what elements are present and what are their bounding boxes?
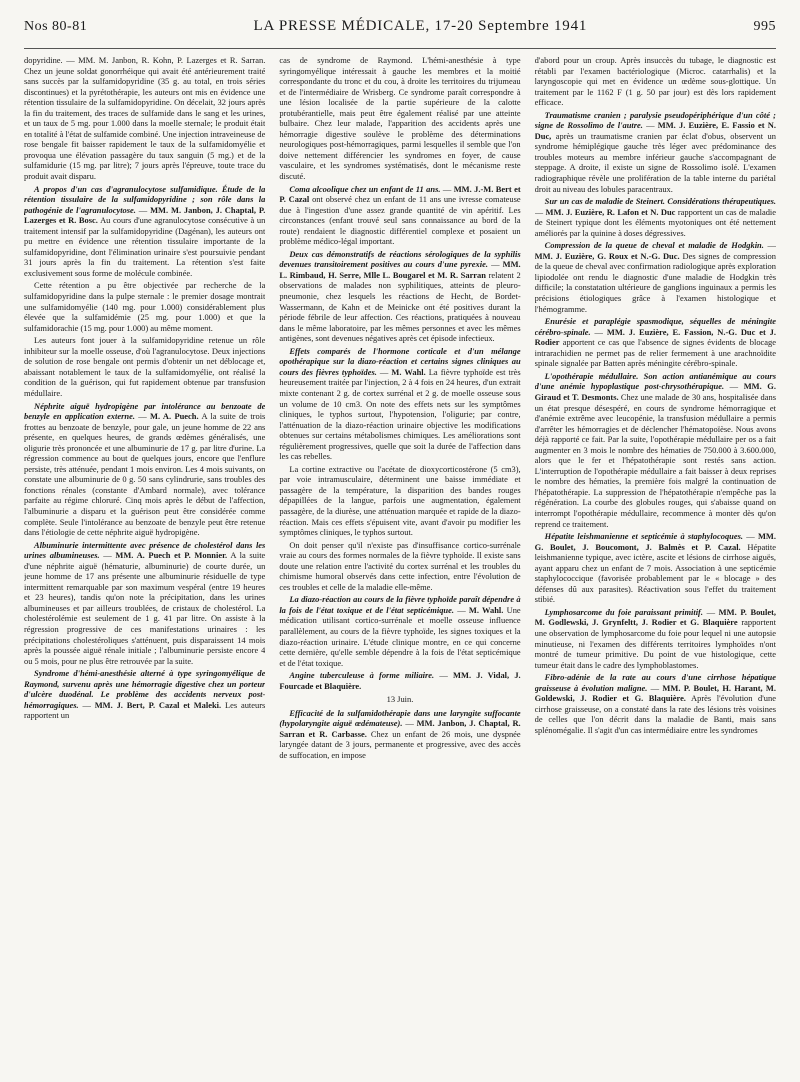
paragraph	[24, 280, 265, 333]
body-text: rapportent une observation de lymphosarcome du foie pour lequel ni une autopsie minutieuse, ni l'examen des différents territoires lymphoïdes n'ont montré de tumeur primitive. Du point de vue histologique, cette tumeur était dans le cadre des lymphoblastomes.	[534, 617, 776, 670]
body-text: Chez une malade de 30 ans, hospitalisée dans un état presque désespéré, en cours de syndrome hémorragique et d'anémie extrême avec leucopénie, la transfusion médullaire a permis d'arrêter les hémorragies et de déclencher l'hématopoïèse. Nous avons déjà rapporté ce fait. Par la suite, l'opothérapie médullaire per os a fait augmenter en 3 mois le nombre des hématies de 750.000 à 3.600.000, alors que le fer et l'hépatothérapie sont restés sans action. L'interruption de l'opothérapie médullaire a fait baisser à deux reprises le nombre des hématies, la première fois malgré la continuation de l'hépatothérapie. La suppression de l'hépatothérapie n'empêche pas la régénération. La courbe des globules rouges, qui s'abaisse quand on interrompt l'opothérapie médullaire, recommence à monter dès qu'on reprend ce traitement.	[534, 391, 776, 529]
article-authors: MM. M. Janbon, J. Chaptal, P. Lazerges et R. Bosc.	[24, 204, 266, 226]
paragraph	[24, 335, 265, 398]
column-1	[24, 55, 265, 1063]
paragraph	[279, 55, 520, 182]
body-text: Les auteurs rapportent un	[24, 699, 266, 721]
body-text: Cette rétention a pu être objectivée par recherche de la sulfamidopyridine dans la pulpe sternale : le premier dosage montrait une sulfamidomyélie (140 mg. pour 1.000) considérablement plus élevée que la sulfamidémie (25 mg. pour 1.000) et que la sulfamidorachie (15 mg. pour 1.000) au même moment.	[24, 280, 266, 333]
body-text: Une médication utilisant cortico-surrénale et moelle osseuse influence parallèlement, au cours de la fièvre typhoïde, les signes toxiques et la diazo-réaction urinaire. L'étude clinique montre, en ce qui concerne cette dernière, qu'elle semble dépendre à la fois de l'état septicémique et de l'état toxique.	[279, 604, 521, 668]
article-title: Enurésie et paraplégie spasmodique, séquelles de méningite cérébro-spinale.	[534, 316, 776, 337]
article-title: Angine tuberculeuse à forme miliaire.	[289, 670, 435, 681]
body-text: après un traumatisme cranien par éclat d'obus, observent un syndrome hémiplégique gauche très léger avec prédominance des troubles moteurs au membre inférieur gauche s'accompagnant de steppage. A droite, il existe un signe de Rossolimo isolé. L'examen radiographique révèle une prolifération de la table interne du pariétal droit au niveau des lobules paracentraux.	[534, 130, 776, 194]
page-number: 995	[753, 19, 776, 34]
article-authors: MM. J. Euzière, R. Lafon et N. Duc	[545, 206, 676, 217]
article-title: Syndrome d'hémi-anesthésie alterné à type syringomyélique de Raymond, survenu après une hémorragie digestive chez un porteur d'ulcère duodénal. Le problème des accidents nerveux post-hémorragiques.	[24, 668, 266, 710]
body-text: Hépatite leishmanienne typique, avec ictère, ascite et lésions de cirrhose aiguës, ayant apparu chez un enfant de 7 mois. Association à une septicémie staphylococcique (favorisée probablement par le « blocage » des défenses dû aux parasites). Réactivation sous l'effet du traitement stibié.	[534, 541, 776, 605]
header-divider	[24, 48, 776, 49]
body-text: apportent ce cas que l'absence de signes évidents de blocage intrarachidien ne permet pas de relier fermement à une arachnoïdite spinale signalée par Batten après méningite cérébro-spinale.	[534, 337, 776, 369]
body-text: Au cours d'une agranulocytose consécutive à un traitement intensif par la sulfamidopyridine (Dagénan), les auteurs ont pu mettre en évidence une rétention tissulaire importante de la sulfamidopyridine, dont l'élimination urinaire s'est poursuivie pendant 31 jours après la fin du traitement. La rétention s'est faite exclusivement sous forme de molécule combinée.	[24, 215, 266, 278]
article-columns	[24, 55, 776, 1063]
paragraph	[279, 694, 520, 705]
article-authors: MM. J.-M. Bert et P. Cazal	[279, 183, 521, 205]
paragraph: Hépatite leishmanienne et septicémie à staphylocoques. — MM. G. Boulet, J. Boucomont, J. Balmès et P. Cazal. Hépatite leishmanienne typique, avec ictère, ascite et lésions de cirrhose aiguës, ayant apparu chez un enfant de 7 mois. Association à une septicémie staphylococcique (favorisée probablement par le « blocage » des défenses dû aux parasites). Réactivation sous l'effet du traitement stibié.	[534, 531, 776, 605]
article-title: Lymphosarcome du foie paraissant primitif.	[544, 606, 703, 617]
body-text: Les auteurs font jouer à la sulfamidopyridine retenue un rôle inhibiteur sur la moelle osseuse, d'où l'agranulocytose. Deux injections de solution de rose bengale ont permis d'obtenir un net déblocage et, abaissant notablement le taux de la sulfamidomyélie, ont réalisé la condition de la guérison, qui fut rapidement obtenue par transfusion médullaire.	[24, 335, 266, 398]
article-title: L'opothérapie médullaire. Son action antianémique au cours d'une anémie hypoplastique post-chrysothérapique.	[534, 370, 776, 392]
body-text: d'abord pour un croup. Après insuccès du tubage, le diagnostic est rétabli par l'examen bactériologique (Microc. catarrhalis) et la laryngoscopie qui met en évidence un œdème sous-glottique. Un traitement par le 1162 F (1 g. 50 par jour) est dès lors rapidement efficace.	[534, 55, 776, 108]
paragraph: Lymphosarcome du foie paraissant primitif. — MM. P. Boulet, M. Godlewski, J. Grynfeltt, J. Rodier et G. Blaquière rapportent une observation de lymphosarcome du foie pour lequel ni une autopsie minutieuse, ni l'examen des différents territoires lymphoïdes n'ont montré de tumeur primitive. Du point de vue histologique, cette tumeur était dans le cadre des lymphoblastomes.	[534, 606, 776, 670]
paragraph	[279, 464, 520, 538]
paragraph	[24, 55, 265, 182]
article-authors: MM. P. Boulet, H. Harant, M. Goldewski, J. Rodier et G. Blaquière.	[534, 682, 776, 704]
paragraph: Angine tuberculeuse à forme miliaire. — MM. J. Vidal, J. Fourcade et Blaquière.	[279, 670, 521, 691]
paragraph: Enurésie et paraplégie spasmodique, séquelles de méningite cérébro-spinale. — MM. J. Euzière, E. Fassion, N.-G. Duc et J. Rodier apportent ce cas que l'absence de signes évidents de blocage intrarachidien ne permet pas de relier fermement à une arachnoïdite spinale signalée par Batten après méningite cérébro-spinale.	[534, 316, 776, 369]
paragraph: Compression de la queue de cheval et maladie de Hodgkin. — MM. J. Euzière, G. Roux et N.-G. Duc. Des signes de compression de la queue de cheval avec confirmation radiologique après exploration lipiodolée ont rendu le diagnostic d'une maladie de Hodgkin très difficile; la constatation ultérieure de ganglions inguinaux a permis les précisions étiologiques grâce à l'examen histologique et l'hémogramme.	[534, 240, 776, 314]
paragraph: A propos d'un cas d'agranulocytose sulfamidique. Étude de la rétention tissulaire de la sulfamidopyridine ; son rôle dans la pathogénie de l'agranulocytose. — MM. M. Janbon, J. Chaptal, P. Lazerges et R. Bosc. Au cours d'une agranulocytose consécutive à un traitement intensif par la sulfamidopyridine (Dagénan), les auteurs ont pu mettre en évidence une rétention tissulaire importante de la sulfamidopyridine, dont l'élimination urinaire s'est poursuivie pendant 31 jours après la fin du traitement. La rétention s'est faite exclusivement sous forme de molécule combinée.	[24, 183, 266, 278]
article-title: Efficacité de la sulfamidothérapie dans une laryngite suffocante (hypolaryngite aiguë œdémateuse).	[279, 707, 521, 729]
article-title: Sur un cas de maladie de Steinert. Considérations thérapeutiques.	[544, 196, 776, 207]
article-authors: MM. A. Puech et P. Monnier.	[115, 550, 228, 561]
body-text: La fièvre typhoïde est très heureusement traitée par l'injection, 2 à 4 fois en 24 heures, d'un extrait mixte contenant 2 g. de cortex surrénal et 2 g. de moelle osseuse sous un volume de 10 cm3. On note des effets nets sur les symptômes cliniques, le typhos surtout, l'hypotension, l'oligurie; par contre, l'atténuation de la diazo-réaction urinaire objective les modifications obtenues sur certains métabolismes chimiques. Les améliorations sont régulièrement progressives, quelle que soit la durée de l'affection dans les cas rebelles.	[279, 366, 521, 462]
article-authors: M. Wahl.	[468, 604, 504, 615]
article-authors: MM. G. Giraud et T. Desmonts.	[534, 381, 776, 402]
article-authors: MM. P. Boulet, M. Godlewski, J. Grynfeltt, J. Rodier et G. Blaquière	[534, 606, 776, 628]
paragraph: Fibro-adénie de la rate au cours d'une cirrhose hépatique graisseuse à évolution maligne. — MM. P. Boulet, H. Harant, M. Goldewski, J. Rodier et G. Blaquière. Après l'évolution d'une cirrhose graisseuse, on a constaté dans la rate des lésions très voisines de celles que l'on décrit dans la maladie de Banti, mais sans splénomégalie. Il s'agit d'un cas intermédiaire entre les syndromes	[534, 672, 776, 735]
body-text: 13 Juin.	[386, 694, 414, 705]
paragraph: Syndrome d'hémi-anesthésie alterné à type syringomyélique de Raymond, survenu après une hémorragie digestive chez un porteur d'ulcère duodénal. Le problème des accidents nerveux post-hémorragiques. — MM. J. Bert, P. Cazal et Maleki. Les auteurs rapportent un	[24, 668, 266, 721]
body-text: On doit penser qu'il n'existe pas d'insuffisance cortico-surrénale vraie au cours des formes normales de la fièvre typhoïde. Il existe sans doute une relation entre l'activité du cortex surrénal et les troubles du chimisme humoral observés dans cette infection, entre l'évolution de ces troubles et celle de la maladie elle-même.	[279, 539, 521, 592]
body-text: A la suite de trois frottes au benzoate de benzyle, pour gale, un jeune homme de 22 ans présente, en quelques heures, de grands œdèmes généralisés, une oligurie très prononcée et une albuminurie de 17 g. par litre d'urine. La régression commence au bout de quelques jours, encore que l'enflure persiste, très atténuée, pendant 1 mois environ. Les 4 mois suivants, on constate une albuminurie de 0 g. 50 sans cylindrurie, sans troubles des fonctions rénales (constante d'Ambard normale), avec tolérance parfaite au régime chloruré. Cinq mois après le début de l'affection, l'albuminurie a disparu et la guérison peut être considérée comme complète. Seule l'intolérance au benzoate de benzyle peut être retenue dans l'étiologie de cette néphrite aiguë hydropigène.	[24, 411, 266, 538]
paragraph: Deux cas démonstratifs de réactions sérologiques de la syphilis devenues transitoirement positives au cours d'une pyrexie. — MM. L. Rimbaud, H. Serre, Mlle L. Bougarel et M. R. Sarran relatent 2 observations de malades non syphilitiques, atteints de pleuro-pneumonie, chez lesquels les réactions de Hecht, de Bordet-Wassermann, de Kahn et de Meinicke ont été positives durant la période fébrile de leur affection. Ces réactions, pratiquées à nouveau dans le même laboratoire, par les mêmes personnes et avec les mêmes antigènes, sont devenues négatives après cet épisode infectieux.	[279, 248, 521, 344]
article-title: Fibro-adénie de la rate au cours d'une cirrhose hépatique graisseuse à évolution maligne.	[534, 672, 776, 693]
paragraph: Traumatisme cranien ; paralysie pseudopériphérique d'un côté ; signe de Rossolimo de l'autre. — MM. J. Euzière, E. Fassio et N. Duc, après un traumatisme cranien par éclat d'obus, observent un syndrome hémiplégique gauche très léger avec prédominance des troubles moteurs au membre inférieur gauche s'accompagnant de steppage. A droite, il existe un signe de Rossolimo isolé. L'examen radiographique révèle une prolifération de la table interne du pariétal droit au niveau des lobules paracentraux.	[534, 109, 776, 194]
paragraph: L'opothérapie médullaire. Son action antianémique au cours d'une anémie hypoplastique post-chrysothérapique. — MM. G. Giraud et T. Desmonts. Chez une malade de 30 ans, hospitalisée dans un état presque désespéré, en cours de syndrome hémorragique et d'anémie extrême avec leucopénie, la transfusion médullaire a permis d'arrêter les hémorragies et de déclencher l'hématopoïèse. Nous avons déjà rapporté ce fait. Par la suite, l'opothérapie médullaire per os a fait augmenter en 3 mois le nombre des hématies de 750.000 à 3.600.000, alors que le fer et l'hépatothérapie sont restés sans action. L'interruption de l'opothérapie médullaire a fait baisser à deux reprises le nombre des hématies, la première fois malgré la continuation de l'hépatothérapie. La suppression de l'hépatothérapie n'empêche pas la régénération. La courbe des globules rouges, qui s'abaisse quand on interrompt l'opothérapie médullaire, recommence à monter dès qu'on reprend ce traitement.	[534, 370, 776, 529]
paragraph: La diazo-réaction au cours de la fièvre typhoïde paraît dépendre à la fois de l'état toxique et de l'état septicémique. — M. Wahl. Une médication utilisant cortico-surrénale et moelle osseuse influence parallèlement, au cours de la fièvre typhoïde, les signes toxiques et la diazo-réaction urinaire. L'étude clinique montre, en ce qui concerne cette dernière, qu'elle semble dépendre à la fois de l'état septicémique et de l'état toxique.	[279, 594, 521, 668]
body-text: Après l'évolution d'une cirrhose graisseuse, on a constaté dans la rate des lésions très voisines de celles que l'on décrit dans la maladie de Banti, mais sans splénomégalie. Il s'agit d'un cas intermédiaire entre les syndromes	[534, 693, 776, 735]
article-authors: MM. J. Euzière, E. Fassion, N.-G. Duc et J. Rodier	[534, 326, 776, 348]
article-authors: MM. J. Euzière, G. Roux et N.-G. Duc.	[534, 250, 680, 261]
paragraph	[279, 540, 520, 593]
body-text: rapportent un cas de maladie de Steinert typique dont les éléments myotoniques ont été nettement améliorés par la quinine à doses dégressives.	[534, 206, 776, 238]
article-authors: MM. J. Bert, P. Cazal et Maleki.	[94, 699, 222, 710]
body-text: Chez un enfant de 26 mois, une dyspnée laryngée datant de 3 jours, permanente et progressive, avec des accès de suffocation, en impose	[279, 728, 521, 760]
article-title: Deux cas démonstratifs de réactions sérologiques de la syphilis devenues transitoirement positives au cours d'une pyrexie.	[279, 248, 521, 270]
paragraph: Sur un cas de maladie de Steinert. Considérations thérapeutiques. — MM. J. Euzière, R. Lafon et N. Duc rapportent un cas de maladie de Steinert typique dont les éléments myotoniques ont été nettement améliorés par la quinine à doses dégressives.	[534, 196, 776, 238]
article-title: La diazo-réaction au cours de la fièvre typhoïde paraît dépendre à la fois de l'état toxique et de l'état septicémique.	[279, 594, 521, 615]
paragraph: Néphrite aiguë hydropigène par intolérance au benzoate de benzyle en application externe. — M. A. Puech. A la suite de trois frottes au benzoate de benzyle, pour gale, un jeune homme de 22 ans présente, en quelques heures, de grands œdèmes généralisés, une oligurie très prononcée et une albuminurie de 17 g. par litre d'urine. La régression commence au bout de quelques jours, encore que l'enflure persiste, très atténuée, pendant 1 mois environ. Les 4 mois suivants, on constate une albuminurie de 0 g. 50 sans cylindrurie, sans troubles des fonctions rénales (constante d'Ambard normale), avec tolérance parfaite au régime chloruré. Cinq mois après le début de l'affection, l'albuminurie a disparu et la guérison peut être considérée comme complète. Seule l'intolérance au benzoate de benzyle peut être retenue dans l'étiologie de cette néphrite aiguë hydropigène.	[24, 400, 266, 538]
article-authors: MM. Janbon, J. Chaptal, R. Sarran et R. Carbasse.	[279, 718, 521, 739]
body-text: Des signes de compression de la queue de cheval avec confirmation radiologique après exploration lipiodolée ont rendu le diagnostic d'une maladie de Hodgkin très difficile; la constatation ultérieure de ganglions inguinaux a permis les précisions étiologiques grâce à l'examen histologique et l'hémogramme.	[534, 250, 776, 314]
article-authors: MM. L. Rimbaud, H. Serre, Mlle L. Bougarel et M. R. Sarran	[279, 259, 521, 280]
body-text: dopyridine. — MM. M. Janbon, R. Kohn, P. Lazerges et R. Sarran. Chez un jeune soldat gonorrhéique qui avait été antérieurement traité sans succès par la sulfamidopyridine (35 g. au total, en trois séries discontinues) et la pyrétothérapie, les auteurs ont mis en évidence une rétention tissulaire de la sulfamidopyridine. On décelait, 32 jours après la fin du traitement, des traces de sulfamide dans le sang et les urines, et un taux de 5 mg. pour 1.000 dans la moelle sternale; le produit était en totalité à l'état de sulfamide combiné. Une injection intraveineuse de rose bengale fit baisser rapidement le taux de la sulfamidomyélie et provoqua une élévation passagère du taux sanguin (5 mg.) et de la sulfamidurie (15 mg. par litre); 7 jours après l'épreuve, toute trace du produit avait disparu.	[24, 55, 266, 182]
body-text: ont observé chez un enfant de 11 ans une ivresse comateuse due à l'ingestion d'une assez grande quantité de vin apéritif. Les circonstances (enfant trouvé seul sans connaissance au bord de la route) rendaient le diagnostic différentiel complexe et posaient un problème médico-légal important.	[279, 194, 521, 247]
article-title: Traumatisme cranien ; paralysie pseudopériphérique d'un côté ; signe de Rossolimo de l'autre.	[534, 109, 776, 131]
body-text: cas de syndrome de Raymond. L'hémi-anesthésie à type syringomyélique intéressait à gauche les membres et la moitié correspondante du tronc et du cou, à droite les territoires du trijumeau et de l'intermédiaire de Wrisberg. Ce syndrome paraît correspondre à une lésion localisée de la partie supérieure de la calotte protubérantielle, mais peut être également réalisé par une atteinte bulbaire. Chez leur malade, l'apparition des accidents après une hémorragie digestive soulève le problème des déterminations neurologiques post-hémorragiques, parmi lesquelles il semble que l'on doive nettement différencier les syndromes en foyer, de cause vasculaire, et les syndromes systématisés, dont le mécanisme reste discuté.	[279, 55, 521, 182]
article-title: Néphrite aiguë hydropigène par intolérance au benzoate de benzyle en application externe.	[24, 400, 266, 422]
article-title: A propos d'un cas d'agranulocytose sulfamidique. Étude de la rétention tissulaire de la sulfamidopyridine ; son rôle dans la pathogénie de l'agranulocytose.	[24, 183, 266, 215]
article-title: Hépatite leishmanienne et septicémie à staphylocoques.	[544, 531, 743, 542]
article-title: Albuminurie intermittente avec présence de cholestérol dans les urines albumineuses.	[24, 539, 266, 561]
page-header	[24, 18, 776, 48]
journal-title: LA PRESSE MÉDICALE, 17-20 Septembre 1941	[253, 18, 588, 34]
paragraph: Effets comparés de l'hormone corticale et d'un mélange opothérapique sur la diazo-réaction et certains signes cliniques au cours des fièvres typhoïdes. — M. Wahl. La fièvre typhoïde est très heureusement traitée par l'injection, 2 à 4 fois en 24 heures, d'un extrait mixte contenant 2 g. de cortex surrénal et 2 g. de moelle osseuse sous un volume de 10 cm3. On note des effets nets sur les symptômes cliniques, le typhos surtout, l'hypotension, l'oligurie; par contre, l'atténuation de la diazo-réaction urinaire objective les modifications obtenues sur certains métabolismes chimiques. Les améliorations sont régulièrement progressives, quelle que soit la durée de l'affection dans les cas rebelles.	[279, 345, 521, 462]
article-authors: M. Wahl.	[391, 366, 426, 377]
article-title: Compression de la queue de cheval et maladie de Hodgkin.	[544, 240, 764, 251]
body-text: A la suite d'une néphrite aiguë (hématurie, albuminurie) de courte durée, un jeune homme de 17 ans présente une albuminurie résiduelle de type intermittent remarquable par son maximum vespéral (entre 19 heures et 23 heures), tandis qu'on note la précipitation, dans les urines albumineuses et par ailleurs troublées, de cristaux de cholestérol. La cholestérolémie est seulement de 1 g. 41 par litre. On assiste à la régression progressive de ces manifestations urinaires : les précipitations cholestéroliques s'atténuent, puis disparaissent 14 mois après la poussée aiguë rénale initiale ; l'albuminurie persiste encore 4 ou 5 mois, pour ne plus être retrouvée par la suite.	[24, 550, 266, 666]
paragraph: Efficacité de la sulfamidothérapie dans une laryngite suffocante (hypolaryngite aiguë œdémateuse). — MM. Janbon, J. Chaptal, R. Sarran et R. Carbasse. Chez un enfant de 26 mois, une dyspnée laryngée datant de 3 jours, permanente et progressive, avec des accès de suffocation, en impose	[279, 707, 521, 760]
body-text: La cortine extractive ou l'acétate de dioxycorticostérone (5 cm3), par voie intramusculaire, déterminent une baisse immédiate et passagère de la température, la disparition des bandes rouges dépapillées de la langue, parfois une augmentation, également passagère, de la diurèse, une atténuation marquée et rapide de la diazo-réaction. Mais ces effets s'épuisent vite, avant d'avoir pu modifier les symptômes cliniques, le typhos surtout.	[279, 463, 521, 538]
article-title: Coma alcoolique chez un enfant de 11 ans.	[289, 183, 441, 194]
article-title: Effets comparés de l'hormone corticale et d'un mélange opothérapique sur la diazo-réaction et certains signes cliniques au cours des fièvres typhoïdes.	[279, 345, 521, 377]
column-2	[279, 55, 520, 1063]
paragraph	[535, 55, 776, 108]
article-authors: M. A. Puech.	[150, 411, 199, 422]
article-authors: MM. J. Vidal, J. Fourcade et Blaquière.	[279, 670, 521, 691]
body-text: relatent 2 observations de malades non syphilitiques, atteints de pleuro-pneumonie, chez lesquels les réactions de Hecht, de Bordet-Wassermann, de Kahn et de Meinicke ont été positives durant la période fébrile de leur affection. Ces réactions, pratiquées à nouveau dans le même laboratoire, par les mêmes personnes et avec les mêmes antigènes, sont devenues négatives après cet épisode infectieux.	[279, 269, 521, 344]
issue-number: Nos 80-81	[24, 19, 88, 34]
article-authors: MM. G. Boulet, J. Boucomont, J. Balmès et P. Cazal.	[534, 531, 776, 552]
column-3	[535, 55, 776, 1063]
paragraph: Albuminurie intermittente avec présence de cholestérol dans les urines albumineuses. — MM. A. Puech et P. Monnier. A la suite d'une néphrite aiguë (hématurie, albuminurie) de courte durée, un jeune homme de 17 ans présente une albuminurie résiduelle de type intermittent remarquable par son maximum vespéral (entre 19 heures et 23 heures), tandis qu'on note la précipitation, dans les urines albumineuses et par ailleurs troublées, de cristaux de cholestérol. La cholestérolémie est seulement de 1 g. 41 par litre. On assiste à la régression progressive de ces manifestations urinaires : les précipitations cholestéroliques s'atténuent, puis disparaissent 14 mois après la poussée aiguë rénale initiale ; l'albuminurie persiste encore 4 ou 5 mois, pour ne plus être retrouvée par la suite.	[24, 539, 266, 666]
paragraph: Coma alcoolique chez un enfant de 11 ans. — MM. J.-M. Bert et P. Cazal ont observé chez un enfant de 11 ans une ivresse comateuse due à l'ingestion d'une assez grande quantité de vin apéritif. Les circonstances (enfant trouvé seul sans connaissance au bord de la route) rendaient le diagnostic différentiel complexe et posaient un problème médico-légal important.	[279, 183, 521, 247]
article-authors: MM. J. Euzière, E. Fassio et N. Duc,	[534, 120, 776, 141]
